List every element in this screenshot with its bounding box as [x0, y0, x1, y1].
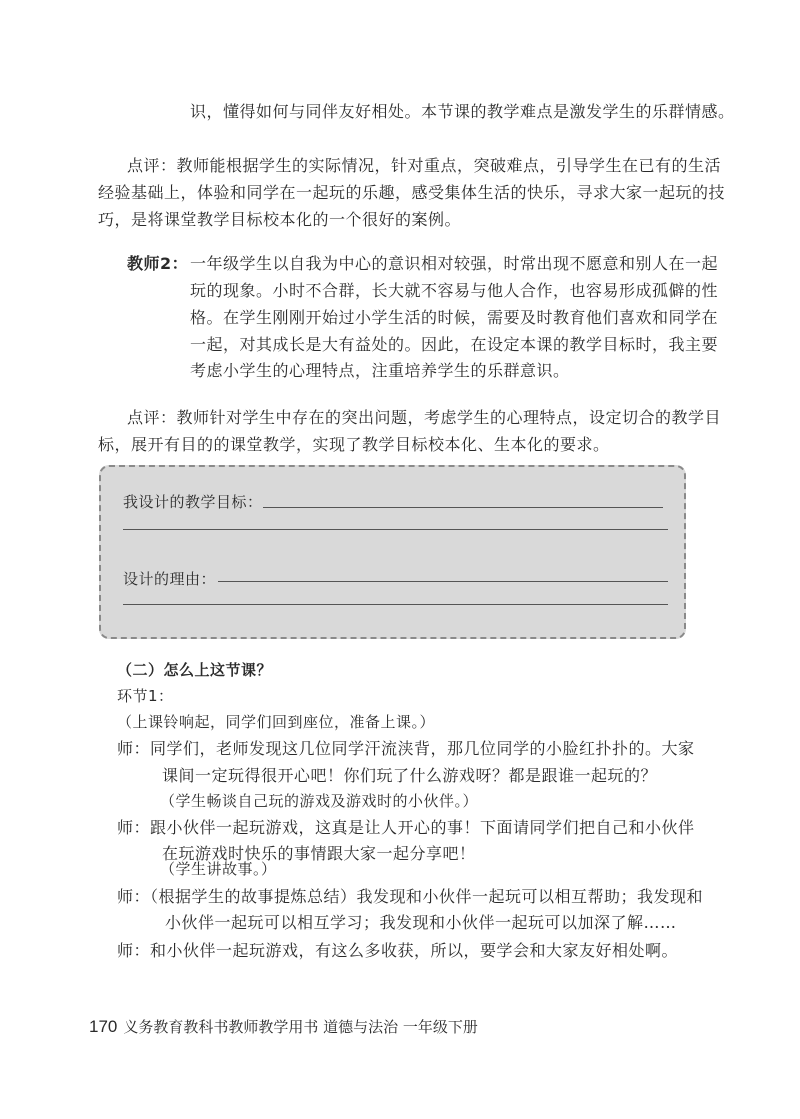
comment1-line-1: 点评：教师能根据学生的实际情况，针对重点，突破难点，引导学生在已有的生活: [127, 156, 722, 175]
teacher2-label: 教师2：: [127, 254, 189, 273]
intro-line: 识，懂得如何与同伴友好相处。本节课的教学难点是激发学生的乐群情感。: [190, 102, 735, 121]
section2-line-4: （学生畅谈自己玩的游戏及游戏时的小伙伴。）: [160, 792, 479, 810]
comment2-line-2: 标，展开有目的的课堂教学，实现了教学目标校本化、生本化的要求。: [98, 435, 610, 454]
reason-write-line-1[interactable]: [218, 581, 668, 582]
page-footer: [89, 1016, 478, 1037]
teacher2-line-5: 考虑小学生的心理特点，注重培养学生的乐群意识。: [190, 361, 570, 380]
section2-line-7: （学生讲故事。）: [160, 860, 277, 878]
teacher2-line-4: 一起，对其成长是大有益处的。因此，在设定本课的教学目标时，我主要: [190, 335, 719, 354]
section2-line-10: 师：和小伙伴一起玩游戏，有这么多收获，所以，要学会和大家友好相处啊。: [117, 941, 679, 960]
section2-line-5: 师：跟小伙伴一起玩游戏，这真是让人开心的事！下面请同学们把自己和小伙伴: [117, 818, 695, 837]
design-worksheet-box: [99, 465, 686, 639]
section2-line-9: 小伙伴一起玩可以相互学习；我发现和小伙伴一起玩可以加深了解……: [165, 913, 677, 932]
teacher2-line-3: 格。在学生刚刚开始过小学生活的时候，需要及时教育他们喜欢和同学在: [190, 308, 719, 327]
comment1-line-3: 巧，是将课堂教学目标校本化的一个很好的案例。: [98, 210, 462, 229]
teacher2-line-2: 玩的现象。小时不合群，长大就不容易与他人合作，也容易形成孤僻的性: [190, 281, 719, 300]
page-number: 170: [89, 1017, 118, 1036]
section2-line-3: 课间一定玩得很开心吧！你们玩了什么游戏呀？都是跟谁一起玩的？: [162, 766, 658, 785]
section2-line-6: 在玩游戏时快乐的事情跟大家一起分享吧！: [162, 844, 476, 863]
section2-heading: （二）怎么上这节课？: [117, 661, 273, 679]
section2-line-8: 师：（根据学生的故事提炼总结）我发现和小伙伴一起玩可以相互帮助；我发现和: [117, 887, 704, 906]
section2-line-2: 师：同学们，老师发现这几位同学汗流浃背，那几位同学的小脸红扑扑的。大家: [117, 739, 695, 758]
reason-label: 设计的理由：: [123, 570, 217, 588]
step1-label: 环节1：: [117, 687, 174, 705]
teacher2-line-1: 一年级学生以自我为中心的意识相对较强，时常出现不愿意和别人在一起: [190, 254, 719, 273]
comment2-line-1: 点评：教师针对学生中存在的突出问题，考虑学生的心理特点，设定切合的教学目: [127, 408, 722, 427]
comment1-line-2: 经验基础上，体验和同学在一起玩的乐趣，感受集体生活的快乐，寻求大家一起玩的技: [98, 183, 726, 202]
section2-line-1: （上课铃响起，同学们回到座位，准备上课。）: [117, 713, 436, 731]
goal-label: 我设计的教学目标：: [123, 493, 263, 511]
book-title: 义务教育教科书教师教学用书 道德与法治 一年级下册: [123, 1018, 478, 1036]
goal-write-line-2[interactable]: [123, 529, 668, 530]
goal-write-line-1[interactable]: [263, 507, 663, 508]
reason-write-line-2[interactable]: [123, 604, 668, 605]
